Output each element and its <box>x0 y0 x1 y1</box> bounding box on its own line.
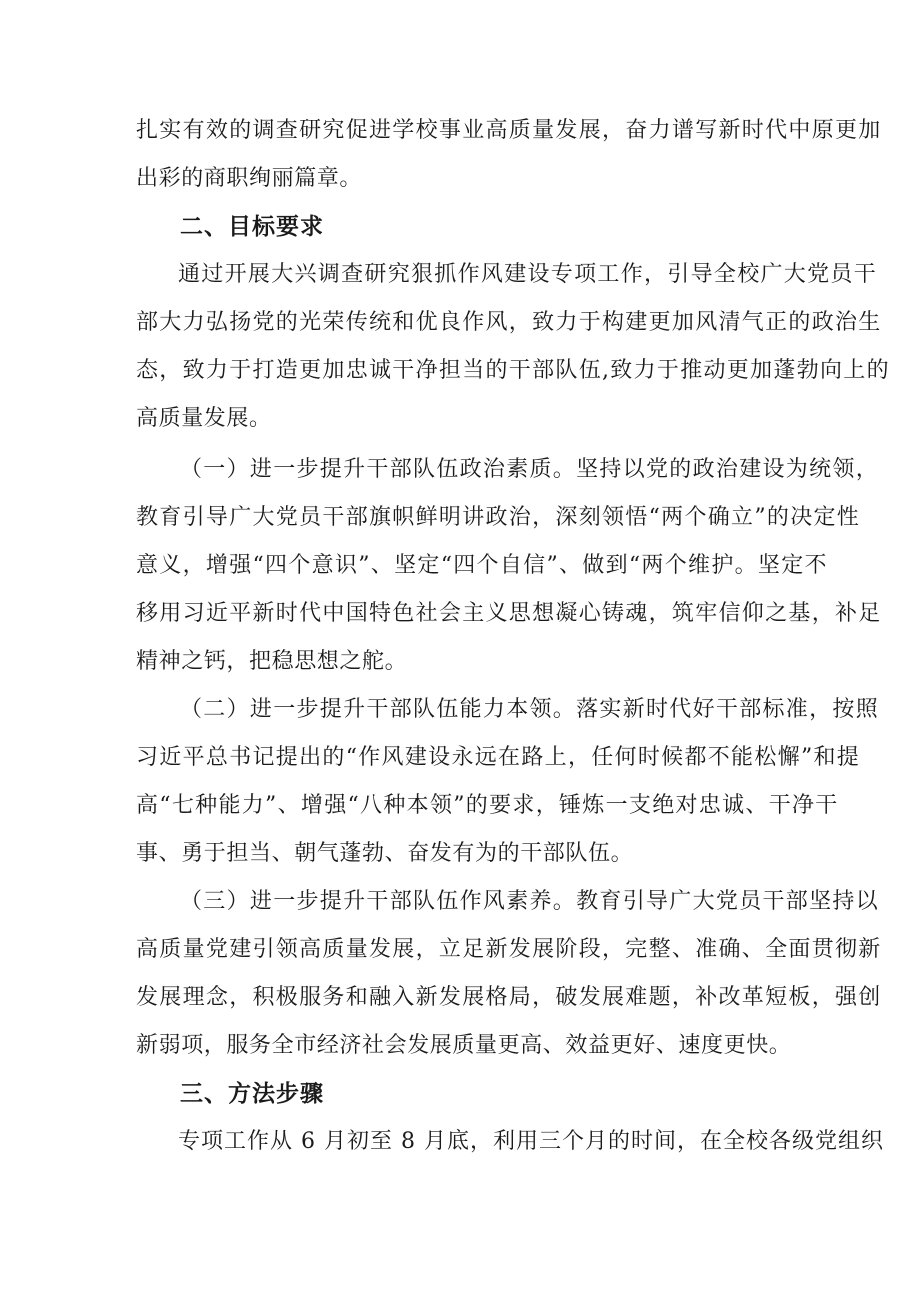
paragraph-line: 高质量发展。 <box>136 406 272 431</box>
paragraph-line: 意义，增强“四个意识”、坚定“四个自信”、做到“两个维护。坚定不 <box>136 553 828 578</box>
paragraph-line: 高“七种能力”、增强“八种本领”的要求，锤炼一支绝对忠诚、干净干 <box>136 793 839 818</box>
section-heading-goals: 二、目标要求 <box>180 214 324 240</box>
paragraph-line: 习近平总书记提出的“作风建设永远在路上，任何时候都不能松懈”和提 <box>136 745 861 770</box>
paragraph-line: （三）进一步提升干部队伍作风素养。教育引导广大党员干部坚持以 <box>180 889 880 914</box>
paragraph-line: 专项工作从 6 月初至 8 月底，利用三个月的时间，在全校各级党组织 <box>178 1129 884 1154</box>
paragraph-line: 移用习近平新时代中国特色社会主义思想凝心铸魂，筑牢信仰之基，补足 <box>136 601 882 626</box>
paragraph-line: 教育引导广大党员干部旗帜鲜明讲政治，深刻领悟“两个确立”的决定性 <box>136 505 861 530</box>
paragraph-line: （二）进一步提升干部队伍能力本领。落实新时代好干部标准，按照 <box>180 697 880 722</box>
paragraph-line: 发展理念，积极服务和融入新发展格局，破发展难题，补改革短板，强创 <box>136 985 882 1010</box>
paragraph-line: 态，致力于打造更加忠诚干净担当的干部队伍,致力于推动更加蓬勃向上的 <box>136 358 890 383</box>
paragraph-line: 新弱项，服务全市经济社会发展质量更高、效益更好、速度更快。 <box>136 1033 792 1058</box>
paragraph-line: （一）进一步提升干部队伍政治素质。坚持以党的政治建设为统领， <box>180 457 880 482</box>
paragraph-line: 通过开展大兴调查研究狠抓作风建设专项工作，引导全校广大党员干 <box>178 262 878 287</box>
paragraph-line: 精神之钙，把稳思想之舵。 <box>136 649 408 674</box>
paragraph-line: 出彩的商职绚丽篇章。 <box>136 166 363 191</box>
section-heading-methods: 三、方法步骤 <box>180 1081 324 1107</box>
paragraph-line: 部大力弘扬党的光荣传统和优良作风，致力于构建更加风清气正的政治生 <box>136 310 882 335</box>
paragraph-line: 高质量党建引领高质量发展，立足新发展阶段，完整、准确、全面贯彻新 <box>136 937 882 962</box>
paragraph-line: 扎实有效的调查研究促进学校事业高质量发展，奋力谱写新时代中原更加 <box>136 118 882 143</box>
paragraph-line: 事、勇于担当、朝气蓬勃、奋发有为的干部队伍。 <box>136 841 634 866</box>
